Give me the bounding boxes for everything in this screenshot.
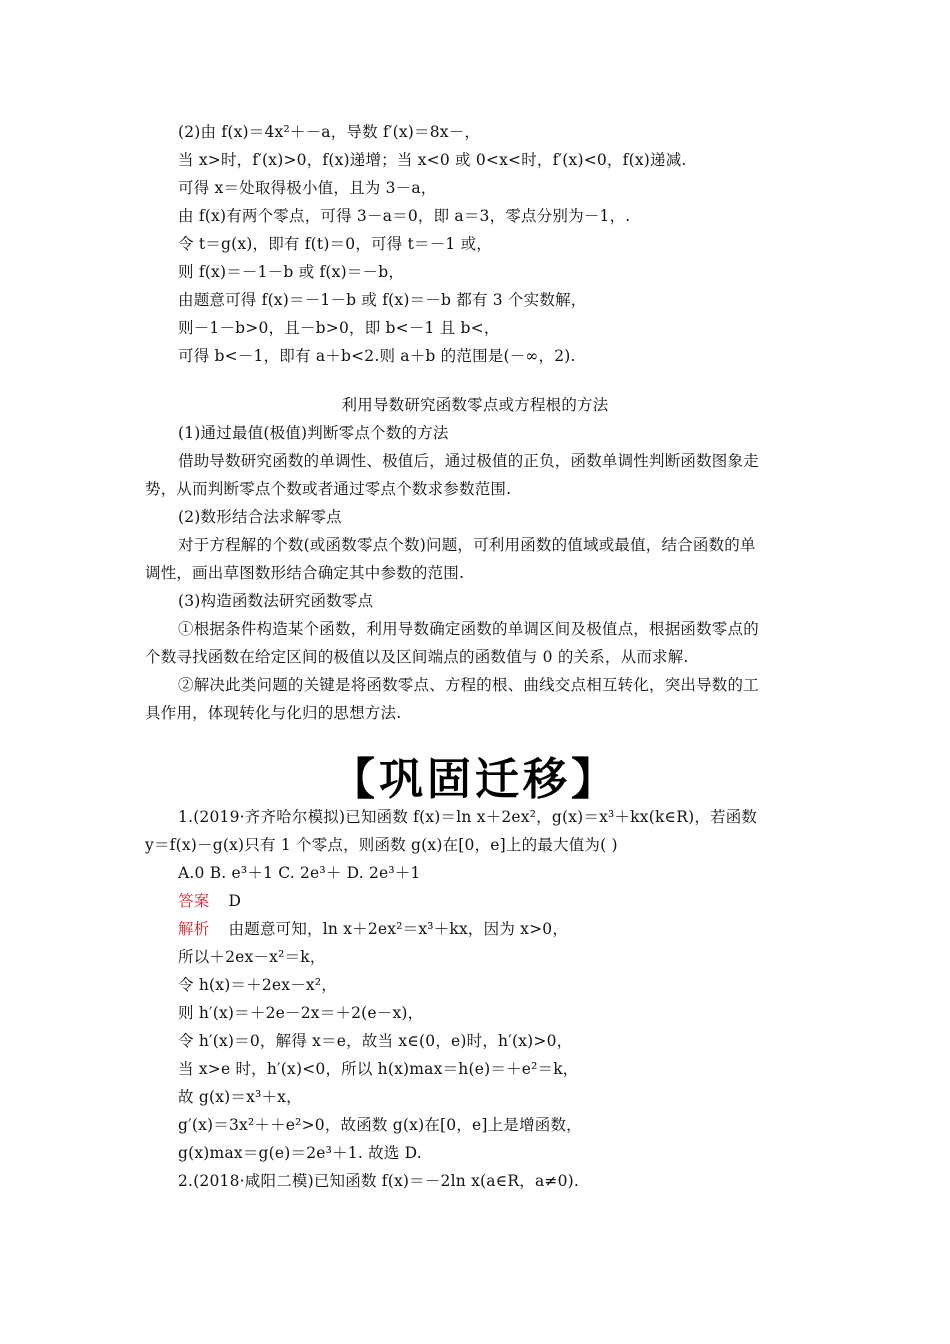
answer-value: D: [228, 892, 242, 910]
text-line: 则－1－b>0，且－b>0，即 b<－1 且 b<，: [178, 319, 500, 337]
problem-stem: y＝f(x)－g(x)只有 1 个零点，则函数 g(x)在[0，e]上的最大值为( ): [145, 836, 618, 854]
analysis-text: 由题意可知，ln x＋2ex²＝x³＋kx，因为 x>0，: [228, 920, 569, 938]
text-line: 则 h′(x)＝＋2e－2x＝＋2(e－x)，: [178, 1004, 424, 1022]
problem-options: A.0 B. e³＋1 C. 2e³＋ D. 2e³＋1: [178, 864, 421, 882]
text-line: 则 f(x)＝－1－b 或 f(x)＝－b，: [178, 263, 405, 281]
answer-row: [178, 890, 241, 912]
text-line: 故 g(x)＝x³＋x，: [178, 1088, 302, 1106]
text-line: (1)通过最值(极值)判断零点个数的方法: [178, 424, 449, 442]
text-line: (2)由 f(x)＝4x²＋－a，导数 f′(x)＝8x－，: [178, 123, 481, 141]
text-line: ②解决此类问题的关键是将函数零点、方程的根、曲线交点相互转化，突出导数的工: [178, 676, 759, 694]
text-line: 令 t＝g(x)，即有 f(t)＝0，可得 t＝－1 或，: [178, 235, 493, 253]
text-line: 所以＋2ex－x²＝k，: [178, 948, 326, 966]
text-line: g(x)max＝g(e)＝2e³＋1. 故选 D.: [178, 1144, 422, 1162]
problem-stem: 1.(2019·齐齐哈尔模拟)已知函数 f(x)＝ln x＋2ex²，g(x)＝x³＋kx(k∈R)，若函数: [178, 808, 758, 826]
text-line: 令 h′(x)＝0，解得 x＝e，故当 x∈(0，e)时，h′(x)>0，: [178, 1032, 573, 1050]
text-line: ①根据条件构造某个函数，利用导数确定函数的单调区间及极值点，根据函数零点的: [178, 620, 759, 638]
answer-label: 答案: [178, 892, 210, 910]
analysis-label: 解析: [178, 920, 210, 938]
text-line: (2)数形结合法求解零点: [178, 508, 342, 526]
text-line: 借助导数研究函数的单调性、极值后，通过极值的正负，函数单调性判断函数图象走: [178, 452, 759, 470]
text-line: 可得 b<－1，即有 a＋b<2.则 a＋b 的范围是(－∞，2).: [178, 347, 576, 365]
text-line: 由题意可得 f(x)＝－1－b 或 f(x)＝－b 都有 3 个实数解，: [178, 291, 587, 309]
text-line: 可得 x＝处取得极小值，且为 3－a，: [178, 179, 437, 197]
problem-stem: 2.(2018·咸阳二模)已知函数 f(x)＝－2ln x(a∈R，a≠0).: [178, 1172, 580, 1190]
text-line: 个数寻找函数在给定区间的极值以及区间端点的函数值与 0 的关系，从而求解.: [145, 648, 689, 666]
section-title: 利用导数研究函数零点或方程根的方法: [341, 396, 609, 414]
text-line: 令 h(x)＝＋2ex－x²，: [178, 976, 337, 994]
text-line: 调性，画出草图数形结合确定其中参数的范围.: [145, 564, 465, 582]
text-line: 当 x>时，f′(x)>0，f(x)递增；当 x<0 或 0<x<时，f′(x)<0，f(x)递减.: [178, 151, 687, 169]
text-line: 当 x>e 时，h′(x)<0，所以 h(x)max＝h(e)＝＋e²＝k，: [178, 1060, 579, 1078]
section-banner: 【巩固迁移】: [331, 754, 619, 805]
text-line: 对于方程解的个数(或函数零点个数)问题，可利用函数的值域或最值，结合函数的单: [178, 536, 756, 554]
analysis-row: [178, 918, 568, 940]
text-line: 由 f(x)有两个零点，可得 3－a＝0，即 a＝3，零点分别为－1，.: [178, 207, 631, 225]
text-line: (3)构造函数法研究函数零点: [178, 592, 374, 610]
text-line: 具作用，体现转化与化归的思想方法.: [145, 704, 402, 722]
text-line: g′(x)＝3x²＋＋e²>0，故函数 g(x)在[0，e]上是增函数，: [178, 1116, 582, 1134]
text-line: 势，从而判断零点个数或者通过零点个数求参数范围.: [145, 480, 512, 498]
